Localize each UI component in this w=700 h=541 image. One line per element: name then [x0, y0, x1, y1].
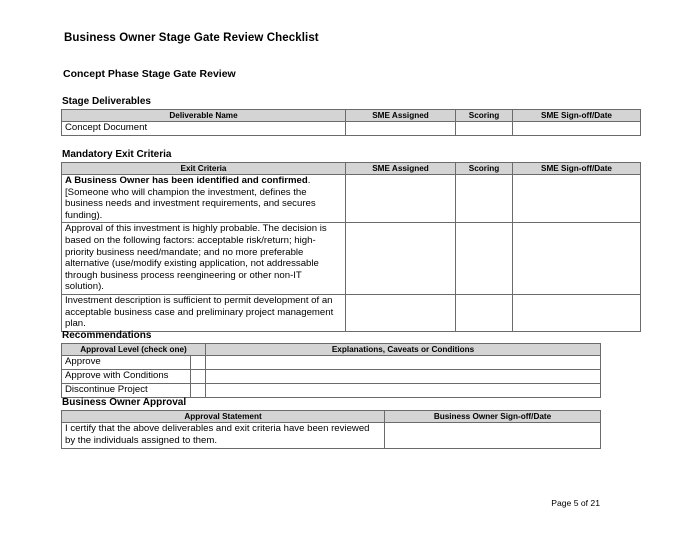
table-header-row [62, 163, 641, 175]
table-row [62, 122, 641, 136]
table-header-row [62, 411, 601, 423]
column-header-approval-level: Approval Level (check one) [62, 344, 206, 356]
cell-sme-assigned[interactable] [346, 294, 456, 331]
column-header-scoring: Scoring [456, 110, 513, 122]
column-header-deliverable-name: Deliverable Name [62, 110, 346, 122]
cell-approval-level-approve: Approve [62, 356, 191, 370]
column-header-sme-assigned: SME Assigned [346, 163, 456, 175]
business-owner-approval-table [61, 410, 601, 449]
cell-approval-level-discontinue-project: Discontinue Project [62, 384, 191, 398]
cell-deliverable-name: Concept Document [62, 122, 346, 136]
cell-business-owner-signoff-date[interactable] [385, 423, 601, 449]
phase-subtitle: Concept Phase Stage Gate Review [63, 68, 236, 80]
cell-explanation-approve[interactable] [206, 356, 601, 370]
cell-sme-assigned[interactable] [346, 223, 456, 295]
section-stage-deliverables [61, 96, 612, 136]
recommendations-table [61, 343, 601, 398]
section-mandatory-exit-criteria [61, 149, 612, 332]
column-header-exit-criteria: Exit Criteria [62, 163, 346, 175]
cell-sme-signoff-date[interactable] [513, 175, 641, 223]
checkbox-approve-with-conditions[interactable] [191, 370, 206, 384]
cell-explanation-discontinue-project[interactable] [206, 384, 601, 398]
table-row [62, 356, 601, 370]
column-header-business-owner-signoff-date: Business Owner Sign-off/Date [385, 411, 601, 423]
section-business-owner-approval [61, 397, 600, 449]
table-row [62, 370, 601, 384]
section-recommendations [61, 330, 600, 398]
column-header-sme-assigned: SME Assigned [346, 110, 456, 122]
checkbox-discontinue-project[interactable] [191, 384, 206, 398]
section-heading-recommendations: Recommendations [62, 330, 152, 341]
table-row [62, 384, 601, 398]
stage-deliverables-table [61, 109, 641, 136]
cell-scoring[interactable] [456, 122, 513, 136]
cell-sme-assigned[interactable] [346, 122, 456, 136]
document-page [61, 0, 612, 541]
table-header-row [62, 110, 641, 122]
cell-sme-signoff-date[interactable] [513, 122, 641, 136]
table-row [62, 175, 641, 223]
cell-sme-signoff-date[interactable] [513, 223, 641, 295]
cell-scoring[interactable] [456, 294, 513, 331]
table-header-row [62, 344, 601, 356]
section-heading-stage-deliverables: Stage Deliverables [62, 96, 151, 107]
cell-exit-criteria: Approval of this investment is highly probable. The decision is based on the following factors: acceptable risk/return; high-priority business need/mandate; and no more preferable alternative (use/modify existing application, not addressable through business process reengineering or other non-IT solution). [62, 223, 346, 295]
cell-sme-signoff-date[interactable] [513, 294, 641, 331]
column-header-approval-statement: Approval Statement [62, 411, 385, 423]
cell-scoring[interactable] [456, 175, 513, 223]
column-header-sme-signoff-date: SME Sign-off/Date [513, 163, 641, 175]
cell-scoring[interactable] [456, 223, 513, 295]
table-row [62, 423, 601, 449]
mandatory-exit-criteria-table [61, 162, 641, 332]
section-heading-business-owner-approval: Business Owner Approval [62, 397, 187, 408]
column-header-explanations: Explanations, Caveats or Conditions [206, 344, 601, 356]
page-footer: Page 5 of 21 [551, 498, 600, 508]
cell-approval-level-approve-with-conditions: Approve with Conditions [62, 370, 191, 384]
table-row [62, 294, 641, 331]
criteria-rest-text: . [Someone who will champion the investment, defines the business needs and investment requirements, and secures funding). [65, 175, 316, 221]
column-header-sme-signoff-date: SME Sign-off/Date [513, 110, 641, 122]
cell-exit-criteria [62, 175, 346, 223]
column-header-scoring: Scoring [456, 163, 513, 175]
cell-approval-statement: I certify that the above deliverables and exit criteria have been reviewed by the individuals assigned to them. [62, 423, 385, 449]
page-title: Business Owner Stage Gate Review Checklist [64, 32, 319, 44]
cell-exit-criteria: Investment description is sufficient to permit development of an acceptable business case and preliminary project management plan. [62, 294, 346, 331]
cell-sme-assigned[interactable] [346, 175, 456, 223]
table-row [62, 223, 641, 295]
checkbox-approve[interactable] [191, 356, 206, 370]
cell-explanation-approve-with-conditions[interactable] [206, 370, 601, 384]
section-heading-mandatory-exit-criteria: Mandatory Exit Criteria [62, 149, 172, 160]
criteria-lead-text: A Business Owner has been identified and confirmed [65, 175, 308, 186]
